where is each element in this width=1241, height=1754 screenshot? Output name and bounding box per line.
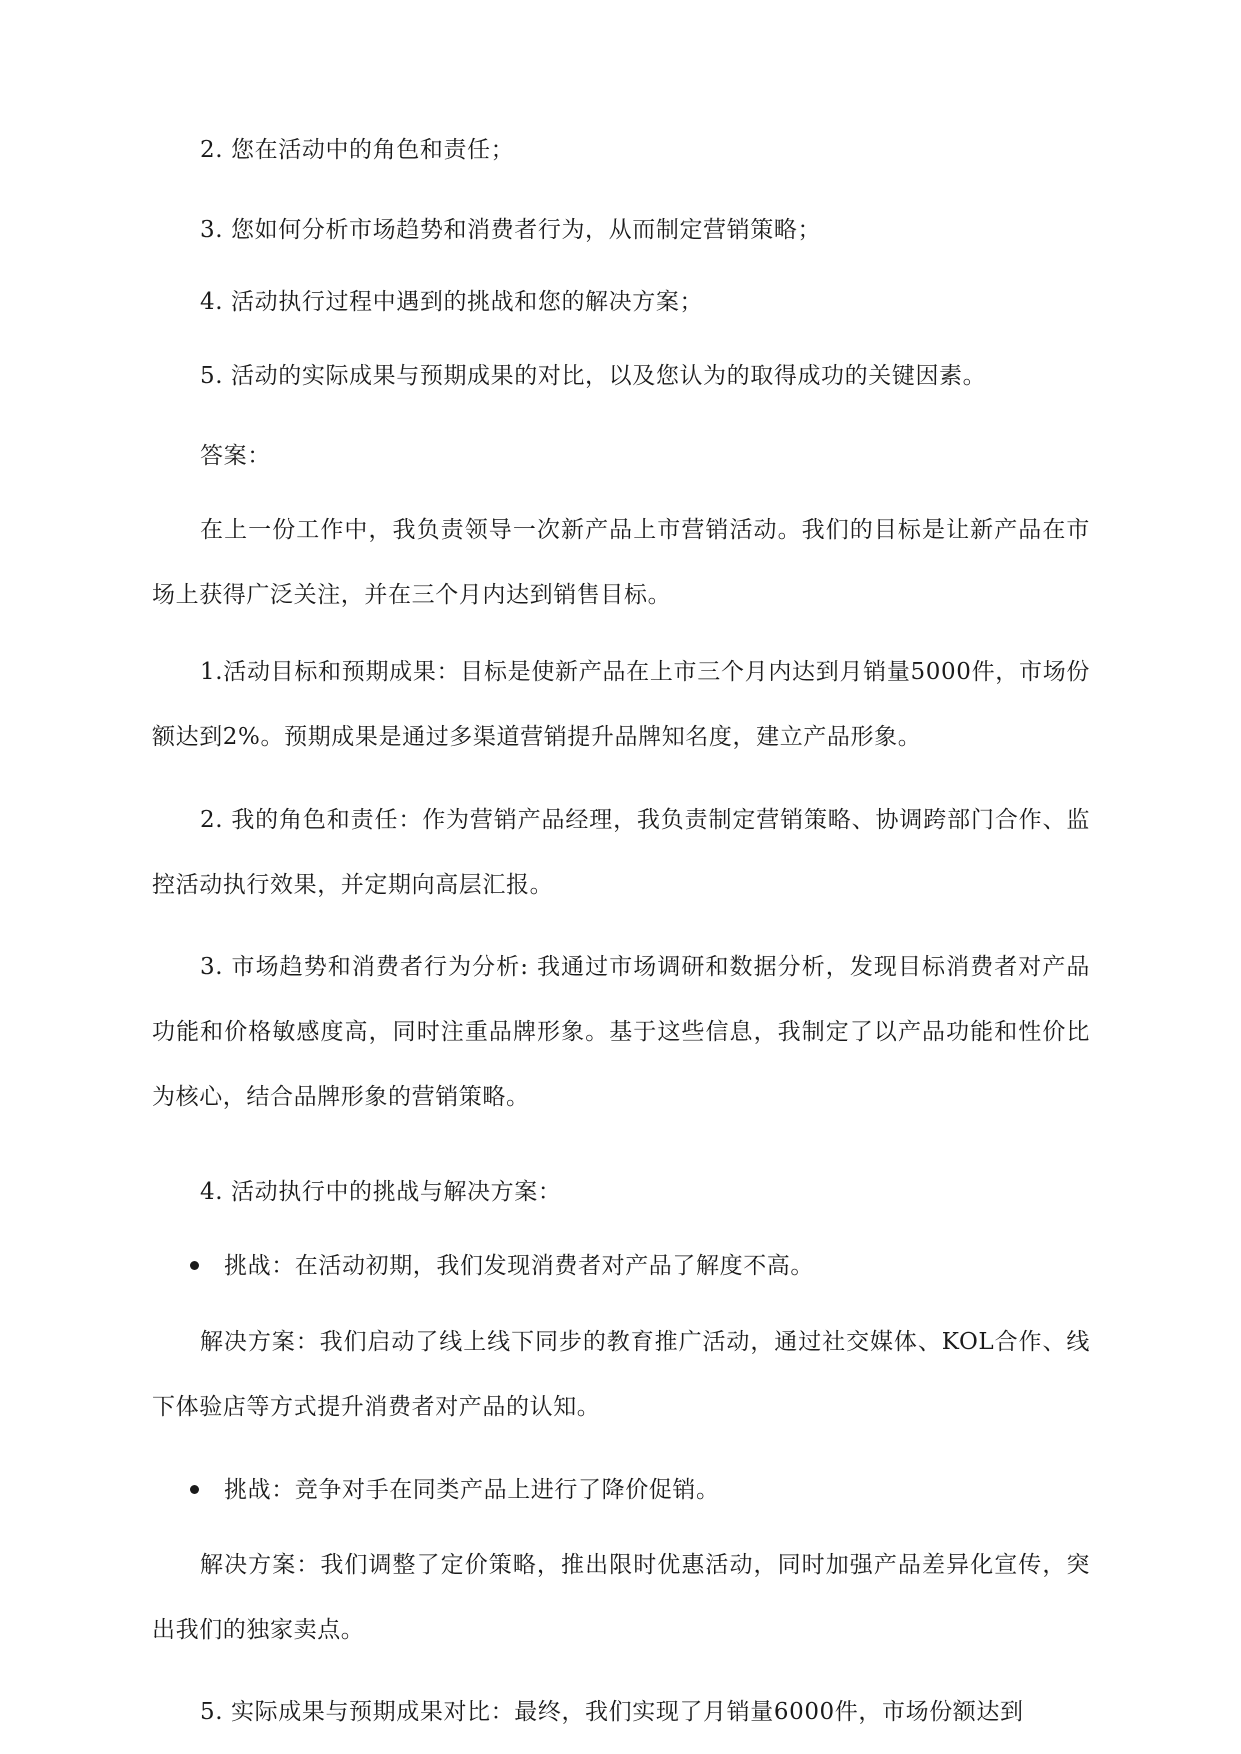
bullet-icon bbox=[190, 1485, 199, 1494]
question-item-5: 5. 活动的实际成果与预期成果的对比，以及您认为的取得成功的关键因素。 bbox=[200, 363, 987, 389]
answer-point-5: 5. 实际成果与预期成果对比：最终，我们实现了月销量6000件，市场份额达到 bbox=[200, 1699, 1024, 1725]
answer-point-2: 2. 我的角色和责任：作为营销产品经理，我负责制定营销策略、协调跨部门合作、监控活动执行效果，并定期向高层汇报。 bbox=[152, 807, 1090, 898]
solution-paragraph-2: 解决方案：我们调整了定价策略，推出限时优惠活动，同时加强产品差异化宣传，突出我们的独家卖点。 bbox=[152, 1552, 1090, 1643]
question-item-2: 2. 您在活动中的角色和责任； bbox=[200, 137, 515, 163]
answer-point-1: 1.活动目标和预期成果：目标是使新产品在上市三个月内达到月销量5000件，市场份额达到2%。预期成果是通过多渠道营销提升品牌知名度，建立产品形象。 bbox=[152, 659, 1090, 750]
answer-point-3: 3. 市场趋势和消费者行为分析: 我通过市场调研和数据分析，发现目标消费者对产品功能和价格敏感度高，同时注重品牌形象。基于这些信息，我制定了以产品功能和性价比为核心，结合品牌形象的营销策略。 bbox=[152, 954, 1090, 1110]
answer-intro-paragraph: 在上一份工作中，我负责领导一次新产品上市营销活动。我们的目标是让新产品在市场上获得广泛关注，并在三个月内达到销售目标。 bbox=[152, 517, 1090, 608]
answer-point-4-heading: 4. 活动执行中的挑战与解决方案： bbox=[200, 1179, 562, 1205]
question-item-3: 3. 您如何分析市场趋势和消费者行为，从而制定营销策略； bbox=[200, 217, 822, 243]
bullet-icon bbox=[190, 1261, 199, 1270]
solution-paragraph-1: 解决方案：我们启动了线上线下同步的教育推广活动，通过社交媒体、KOL合作、线下体验店等方式提升消费者对产品的认知。 bbox=[152, 1329, 1090, 1420]
challenge-text-2: 挑战：竞争对手在同类产品上进行了降价促销。 bbox=[224, 1477, 720, 1503]
answer-heading: 答案： bbox=[200, 443, 271, 469]
challenge-text-1: 挑战：在活动初期，我们发现消费者对产品了解度不高。 bbox=[224, 1253, 814, 1279]
question-item-4: 4. 活动执行过程中遇到的挑战和您的解决方案； bbox=[200, 289, 704, 315]
